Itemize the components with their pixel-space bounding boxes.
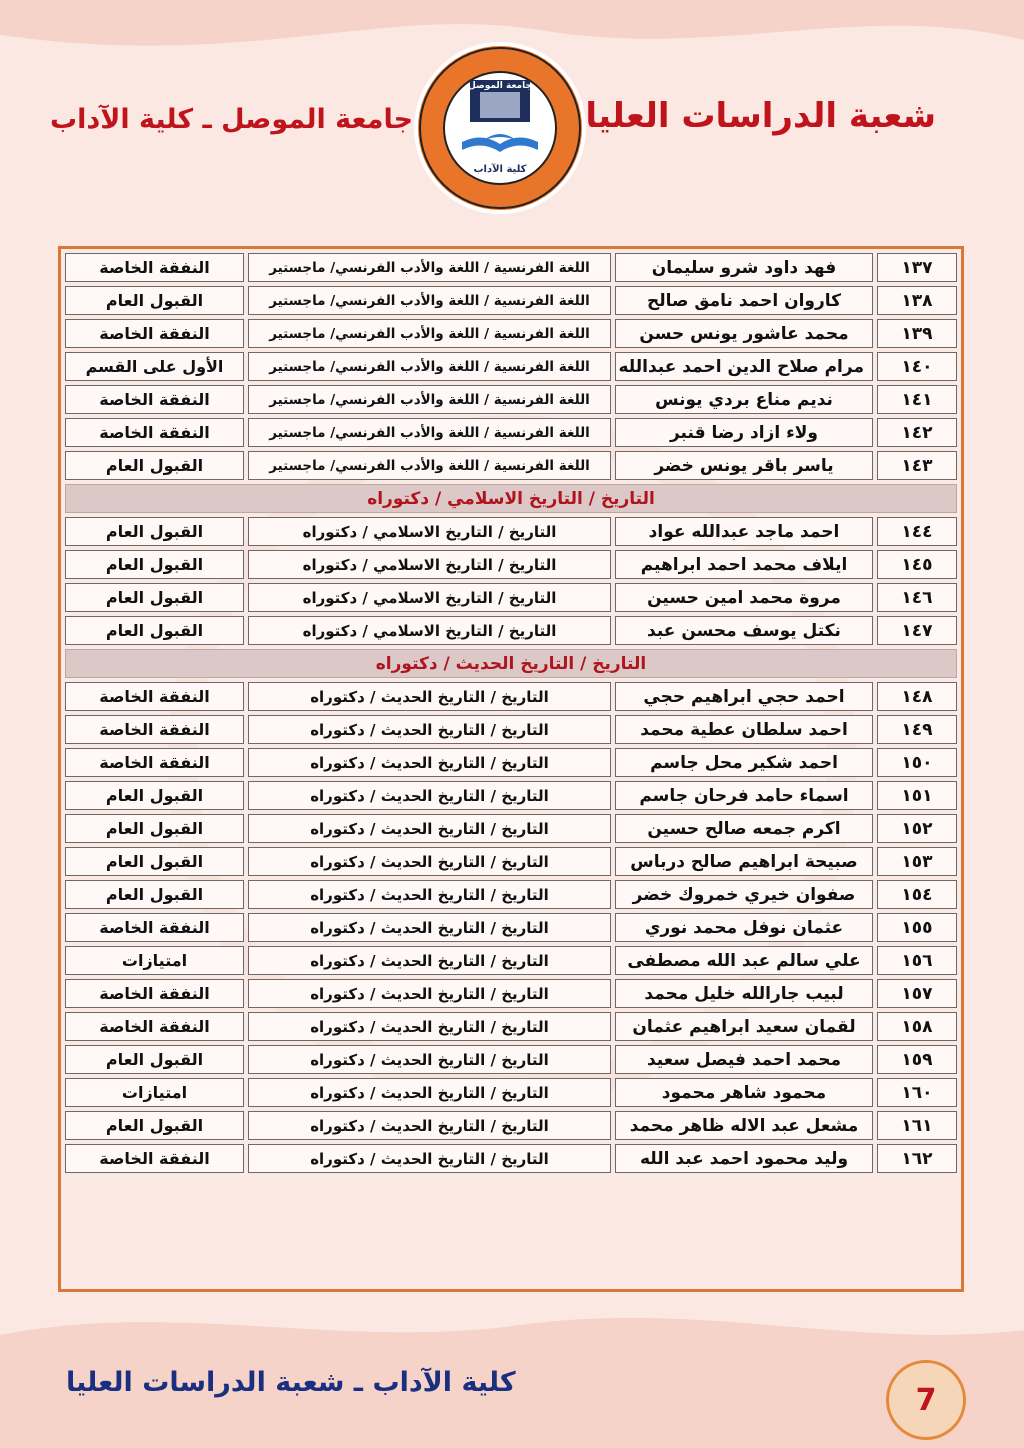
row-number: ١٤٧: [877, 616, 957, 645]
student-name: محمد عاشور يونس حسن: [615, 319, 873, 348]
header-title-right: شعبة الدراسات العليا: [585, 96, 936, 136]
row-number: ١٤٨: [877, 682, 957, 711]
results-table: [58, 246, 964, 1292]
department-degree: التاريخ / التاريخ الحديث / دكتوراه: [248, 682, 611, 711]
student-name: صفوان خيري خمروك خضر: [615, 880, 873, 909]
student-name: احمد شكير محل جاسم: [615, 748, 873, 777]
row-number: ١٥٩: [877, 1045, 957, 1074]
department-degree: التاريخ / التاريخ الحديث / دكتوراه: [248, 913, 611, 942]
student-name: اكرم جمعه صالح حسين: [615, 814, 873, 843]
student-name: كاروان احمد نامق صالح: [615, 286, 873, 315]
admission-type: النفقة الخاصة: [65, 979, 244, 1008]
logo-bottom-text: كلية الآداب: [473, 164, 527, 175]
table-row: [65, 352, 957, 381]
table-row: [65, 286, 957, 315]
admission-type: القبول العام: [65, 880, 244, 909]
table-row: [65, 814, 957, 843]
admission-type: القبول العام: [65, 616, 244, 645]
department-degree: التاريخ / التاريخ الحديث / دكتوراه: [248, 715, 611, 744]
table-row: [65, 1045, 957, 1074]
department-degree: اللغة الفرنسية / اللغة والأدب الفرنسي/ ماجستير: [248, 385, 611, 414]
department-degree: اللغة الفرنسية / اللغة والأدب الفرنسي/ ماجستير: [248, 451, 611, 480]
table-row: [65, 682, 957, 711]
admission-type: القبول العام: [65, 451, 244, 480]
admission-type: القبول العام: [65, 1111, 244, 1140]
section-header-row: [65, 484, 957, 513]
student-name: ولاء ازاد رضا قنبر: [615, 418, 873, 447]
student-name: عثمان نوفل محمد نوري: [615, 913, 873, 942]
table-row: [65, 1012, 957, 1041]
table-row: [65, 517, 957, 546]
logo-top-text: جامعة الموصل: [468, 81, 532, 91]
results-table-body: [65, 253, 957, 1173]
student-name: مرام صلاح الدين احمد عبدالله: [615, 352, 873, 381]
department-degree: التاريخ / التاريخ الحديث / دكتوراه: [248, 1045, 611, 1074]
admission-type: النفقة الخاصة: [65, 913, 244, 942]
row-number: ١٤١: [877, 385, 957, 414]
student-name: نكتل يوسف محسن عبد: [615, 616, 873, 645]
admission-type: القبول العام: [65, 781, 244, 810]
row-number: ١٤٤: [877, 517, 957, 546]
student-name: نديم مناع بردي يونس: [615, 385, 873, 414]
department-degree: التاريخ / التاريخ الحديث / دكتوراه: [248, 847, 611, 876]
table-row: [65, 781, 957, 810]
admission-type: النفقة الخاصة: [65, 748, 244, 777]
admission-type: النفقة الخاصة: [65, 385, 244, 414]
row-number: ١٤٩: [877, 715, 957, 744]
admission-type: القبول العام: [65, 517, 244, 546]
admission-type: النفقة الخاصة: [65, 715, 244, 744]
admission-type: القبول العام: [65, 286, 244, 315]
student-name: علي سالم عبد الله مصطفى: [615, 946, 873, 975]
row-number: ١٤٥: [877, 550, 957, 579]
table-row: [65, 880, 957, 909]
admission-type: امتيازات: [65, 946, 244, 975]
student-name: فهد داود شرو سليمان: [615, 253, 873, 282]
table-row: [65, 319, 957, 348]
student-name: ياسر باقر يونس خضر: [615, 451, 873, 480]
department-degree: التاريخ / التاريخ الحديث / دكتوراه: [248, 814, 611, 843]
footer-text: كلية الآداب ـ شعبة الدراسات العليا: [66, 1367, 516, 1398]
row-number: ١٦٢: [877, 1144, 957, 1173]
table-row: [65, 748, 957, 777]
department-degree: التاريخ / التاريخ الحديث / دكتوراه: [248, 781, 611, 810]
student-name: وليد محمود احمد عبد الله: [615, 1144, 873, 1173]
table-row: [65, 715, 957, 744]
table-row: [65, 583, 957, 612]
row-number: ١٣٩: [877, 319, 957, 348]
department-degree: التاريخ / التاريخ الحديث / دكتوراه: [248, 946, 611, 975]
department-degree: التاريخ / التاريخ الاسلامي / دكتوراه: [248, 583, 611, 612]
student-name: محمد احمد فيصل سعيد: [615, 1045, 873, 1074]
row-number: ١٤٢: [877, 418, 957, 447]
department-degree: التاريخ / التاريخ الحديث / دكتوراه: [248, 1144, 611, 1173]
table-row: [65, 847, 957, 876]
admission-type: القبول العام: [65, 1045, 244, 1074]
department-degree: التاريخ / التاريخ الحديث / دكتوراه: [248, 748, 611, 777]
student-name: ايلاف محمد احمد ابراهيم: [615, 550, 873, 579]
table-row: [65, 550, 957, 579]
page-number: 7: [886, 1360, 966, 1440]
student-name: محمود شاهر محمود: [615, 1078, 873, 1107]
admission-type: القبول العام: [65, 583, 244, 612]
table-row: [65, 946, 957, 975]
department-degree: التاريخ / التاريخ الحديث / دكتوراه: [248, 1111, 611, 1140]
row-number: ١٥٣: [877, 847, 957, 876]
student-name: اسماء حامد فرحان جاسم: [615, 781, 873, 810]
row-number: ١٥٤: [877, 880, 957, 909]
department-degree: اللغة الفرنسية / اللغة والأدب الفرنسي/ ماجستير: [248, 253, 611, 282]
table-row: [65, 616, 957, 645]
department-degree: التاريخ / التاريخ الحديث / دكتوراه: [248, 1078, 611, 1107]
table-row: [65, 1111, 957, 1140]
section-title: التاريخ / التاريخ الاسلامي / دكتوراه: [65, 484, 957, 513]
row-number: ١٥٧: [877, 979, 957, 1008]
student-name: مروة محمد امين حسين: [615, 583, 873, 612]
table-row: [65, 385, 957, 414]
table-row: [65, 418, 957, 447]
row-number: ١٥٦: [877, 946, 957, 975]
table-row: [65, 1144, 957, 1173]
admission-type: القبول العام: [65, 847, 244, 876]
admission-type: الأول على القسم: [65, 352, 244, 381]
student-name: احمد ماجد عبدالله عواد: [615, 517, 873, 546]
department-degree: اللغة الفرنسية / اللغة والأدب الفرنسي/ ماجستير: [248, 352, 611, 381]
table-row: [65, 979, 957, 1008]
header-title-left: جامعة الموصل ـ كلية الآداب: [50, 104, 414, 135]
section-title: التاريخ / التاريخ الحديث / دكتوراه: [65, 649, 957, 678]
row-number: ١٥٨: [877, 1012, 957, 1041]
row-number: ١٦٠: [877, 1078, 957, 1107]
row-number: ١٤٣: [877, 451, 957, 480]
row-number: ١٣٧: [877, 253, 957, 282]
row-number: ١٤٠: [877, 352, 957, 381]
admission-type: النفقة الخاصة: [65, 1144, 244, 1173]
department-degree: التاريخ / التاريخ الاسلامي / دكتوراه: [248, 517, 611, 546]
admission-type: النفقة الخاصة: [65, 253, 244, 282]
row-number: ١٣٨: [877, 286, 957, 315]
row-number: ١٥١: [877, 781, 957, 810]
row-number: ١٤٦: [877, 583, 957, 612]
department-degree: اللغة الفرنسية / اللغة والأدب الفرنسي/ ماجستير: [248, 418, 611, 447]
row-number: ١٦١: [877, 1111, 957, 1140]
department-degree: التاريخ / التاريخ الاسلامي / دكتوراه: [248, 616, 611, 645]
admission-type: القبول العام: [65, 814, 244, 843]
row-number: ١٥٢: [877, 814, 957, 843]
admission-type: القبول العام: [65, 550, 244, 579]
admission-type: النفقة الخاصة: [65, 418, 244, 447]
admission-type: امتيازات: [65, 1078, 244, 1107]
student-name: احمد حجي ابراهيم حجي: [615, 682, 873, 711]
student-name: لقمان سعيد ابراهيم عثمان: [615, 1012, 873, 1041]
department-degree: التاريخ / التاريخ الاسلامي / دكتوراه: [248, 550, 611, 579]
table-row: [65, 253, 957, 282]
admission-type: النفقة الخاصة: [65, 1012, 244, 1041]
department-degree: اللغة الفرنسية / اللغة والأدب الفرنسي/ ماجستير: [248, 319, 611, 348]
department-degree: التاريخ / التاريخ الحديث / دكتوراه: [248, 979, 611, 1008]
admission-type: النفقة الخاصة: [65, 319, 244, 348]
table-row: [65, 1078, 957, 1107]
department-degree: التاريخ / التاريخ الحديث / دكتوراه: [248, 1012, 611, 1041]
student-name: لبيب جارالله خليل محمد: [615, 979, 873, 1008]
department-degree: اللغة الفرنسية / اللغة والأدب الفرنسي/ ماجستير: [248, 286, 611, 315]
table-row: [65, 913, 957, 942]
table-row: [65, 451, 957, 480]
section-header-row: [65, 649, 957, 678]
student-name: صبيحة ابراهيم صالح درباس: [615, 847, 873, 876]
student-name: احمد سلطان عطية محمد: [615, 715, 873, 744]
department-degree: التاريخ / التاريخ الحديث / دكتوراه: [248, 880, 611, 909]
admission-type: النفقة الخاصة: [65, 682, 244, 711]
row-number: ١٥٥: [877, 913, 957, 942]
university-logo: [412, 40, 588, 216]
row-number: ١٥٠: [877, 748, 957, 777]
student-name: مشعل عبد الاله ظاهر محمد: [615, 1111, 873, 1140]
